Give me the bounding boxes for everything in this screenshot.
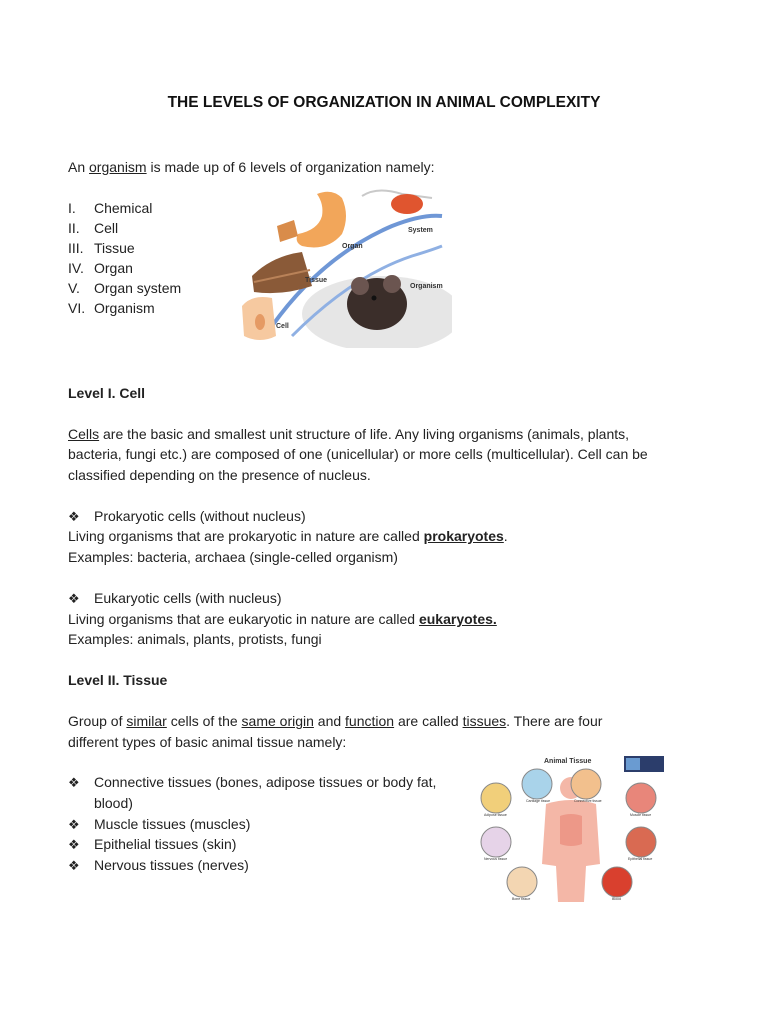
label-system: System: [408, 227, 433, 234]
list-item: III. Tissue: [68, 240, 135, 256]
list-item: VI. Organism: [68, 300, 155, 316]
tissue-circle: [507, 867, 537, 897]
tissue-label: Nervous tissue: [484, 857, 508, 861]
tissue-circle: [481, 783, 511, 813]
tissue-label: Muscle tissue: [630, 813, 652, 817]
tissue-label: Blood: [612, 897, 621, 901]
diamond-bullet-icon: ❖: [68, 591, 80, 606]
body-organs: [560, 814, 582, 846]
prokaryotes-term: prokaryotes: [423, 528, 504, 544]
eukaryotic-bullet: ❖ Eukaryotic cells (with nucleus): [68, 588, 282, 609]
tissue-bullet: ❖ Connective tissues (bones, adipose tissues or body fat,: [68, 772, 436, 793]
inset-thumbnail-detail: [626, 758, 640, 770]
level1-paragraph-line: Cells are the basic and smallest unit structure of life. Any living organisms (animals, plants,: [68, 426, 630, 442]
levels-illustration-svg: [232, 186, 452, 348]
cells-term: Cells: [68, 426, 100, 442]
tissue-label: Epithelial tissue: [628, 857, 653, 861]
diamond-bullet-icon: ❖: [68, 858, 80, 873]
esophagus-shape: [277, 220, 298, 242]
tissue-label: Connective tissue: [574, 799, 602, 803]
stomach-organ: [297, 192, 346, 248]
animal-tissue-svg: [474, 754, 668, 904]
tissue-circle: [626, 783, 656, 813]
animal-tissue-illustration: [474, 754, 668, 904]
tissue-circle: [522, 769, 552, 799]
system-organ: [391, 194, 423, 214]
tissue-bullet-continuation: blood): [94, 795, 133, 811]
level2-paragraph-line: Group of similar cells of the same origin and function are called tissues. There are four: [68, 713, 603, 729]
tissue-bullet: ❖ Epithelial tissues (skin): [68, 834, 236, 855]
page-title: THE LEVELS OF ORGANIZATION IN ANIMAL COMPLEXITY: [167, 94, 601, 111]
tissue-label: Cartilage tissue: [526, 799, 551, 803]
level2-heading: Level II. Tissue: [68, 672, 168, 688]
eukaryote-examples: Examples: animals, plants, protists, fungi: [68, 631, 322, 647]
label-cell: Cell: [276, 323, 289, 330]
prokaryote-examples: Examples: bacteria, archaea (single-celled organism): [68, 549, 398, 565]
mouse-eye: [372, 296, 377, 301]
tissue-circle: [481, 827, 511, 857]
eukaryote-definition: Living organisms that are eukaryotic in nature are called eukaryotes.: [68, 611, 497, 627]
levels-illustration: [232, 186, 452, 348]
mouse-ear-2: [383, 275, 401, 293]
list-item: I. Chemical: [68, 200, 153, 216]
tissue-bullet: ❖ Muscle tissues (muscles): [68, 814, 250, 835]
level2-paragraph-line: different types of basic animal tissue namely:: [68, 734, 347, 750]
tissue-circle: [571, 769, 601, 799]
tissue-label: Bone tissue: [512, 897, 531, 901]
diamond-bullet-icon: ❖: [68, 817, 80, 832]
eukaryotes-term: eukaryotes.: [418, 611, 497, 627]
intro-paragraph: An organism is made up of 6 levels of organization namely:: [68, 159, 435, 175]
tissue-label: Adipose tissue: [484, 813, 507, 817]
tissue-circle: [626, 827, 656, 857]
prokaryotic-bullet: ❖ Prokaryotic cells (without nucleus): [68, 506, 306, 527]
level1-heading: Level I. Cell: [68, 385, 146, 401]
organism-term: organism: [89, 159, 147, 175]
diamond-bullet-icon: ❖: [68, 775, 80, 790]
diamond-bullet-icon: ❖: [68, 837, 80, 852]
label-organ: Organ: [342, 243, 363, 250]
level1-paragraph-line: bacteria, fungi etc.) are composed of one (unicellular) or more cells (multicellular). Cell can be: [68, 446, 648, 462]
list-item: II. Cell: [68, 220, 119, 236]
list-item: IV. Organ: [68, 260, 133, 276]
list-item: V. Organ system: [68, 280, 182, 296]
tissue-bullet: ❖ Nervous tissues (nerves): [68, 855, 249, 876]
levels-list: [68, 198, 181, 318]
figure2-title: Animal Tissue: [544, 758, 592, 765]
diamond-bullet-icon: ❖: [68, 509, 80, 524]
label-organism: Organism: [410, 283, 443, 290]
tissue-circle: [602, 867, 632, 897]
mouse-ear: [351, 277, 369, 295]
level1-paragraph-line: classified depending on the presence of nucleus.: [68, 467, 371, 483]
tissue-block: [252, 252, 312, 293]
cell-nucleus: [255, 314, 265, 330]
label-tissue: Tissue: [305, 277, 328, 284]
prokaryote-definition: Living organisms that are prokaryotic in nature are called prokaryotes.: [68, 528, 508, 544]
